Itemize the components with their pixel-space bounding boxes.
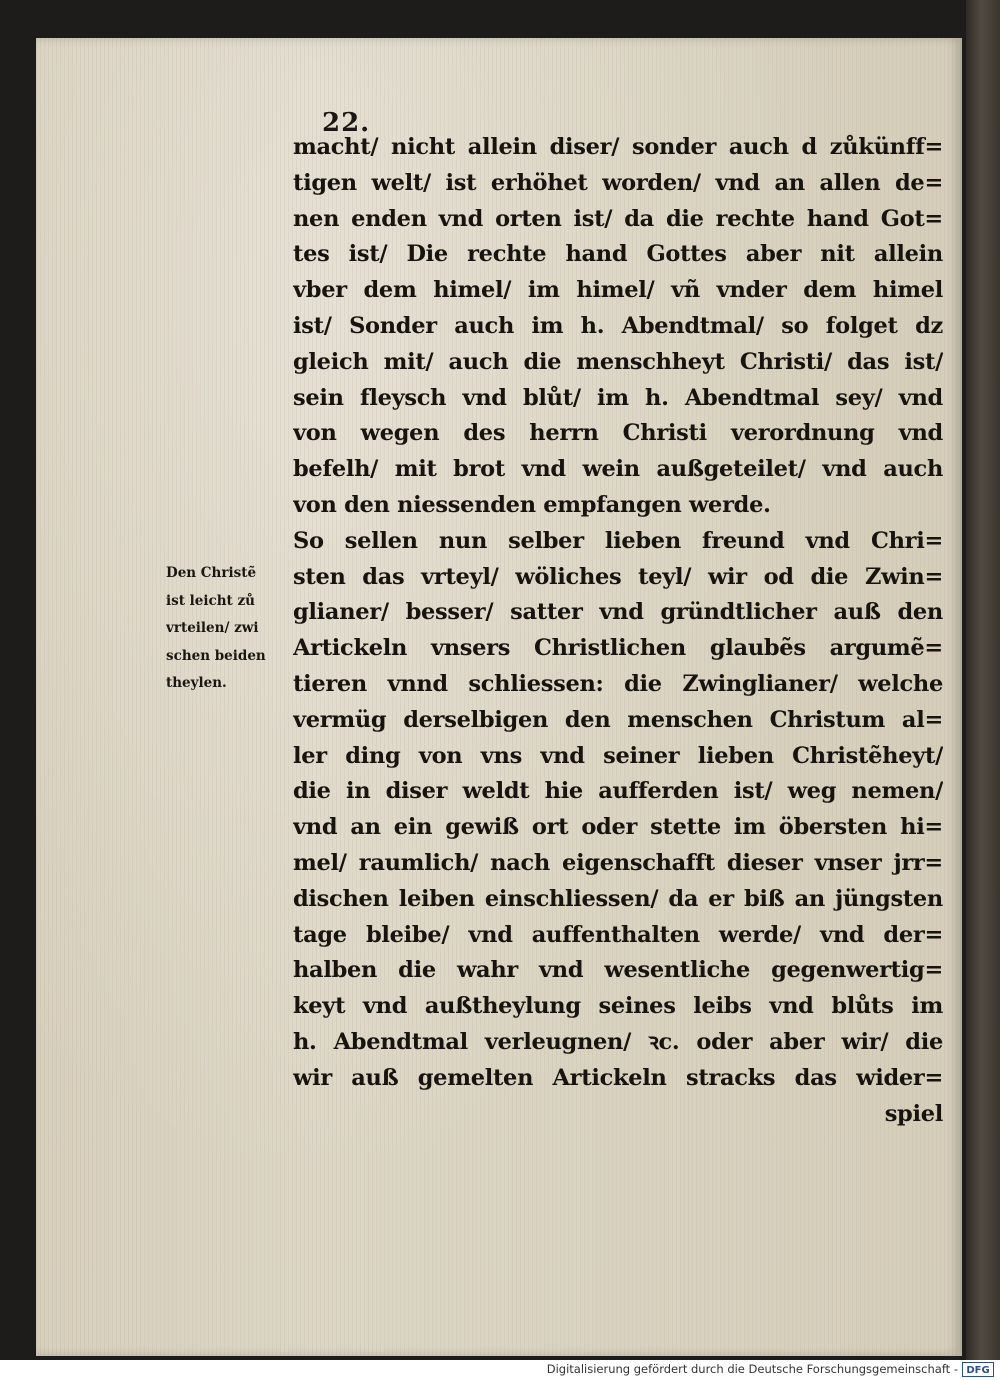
dfg-logo-icon[interactable]: DFG bbox=[962, 1362, 994, 1377]
page-number: 22. bbox=[322, 108, 371, 138]
text-line: tes ist/ Die rechte hand Gottes aber nit allein bbox=[293, 241, 943, 268]
text-line: tigen welt/ ist erhöhet worden/ vnd an allen de= bbox=[293, 169, 943, 196]
text-line: sein fleysch vnd blůt/ im h. Abendtmal sey/ vnd bbox=[293, 384, 943, 411]
book-board-edge bbox=[966, 0, 1000, 1360]
text-line: sten das vrteyl/ wöliches teyl/ wir od die Zwin= bbox=[293, 563, 943, 590]
text-line: tieren vnnd schliessen: die Zwinglianer/ welche bbox=[293, 670, 943, 697]
text-line: dischen leiben einschliessen/ da er biß an jüngsten bbox=[293, 885, 943, 912]
text-line: keyt vnd außtheylung seines leibs vnd blůts im bbox=[293, 993, 943, 1020]
marginal-note-line: theylen. bbox=[166, 675, 227, 691]
text-line: gleich mit/ auch die menschheyt Christi/ das ist/ bbox=[293, 348, 943, 375]
text-line: ist/ Sonder auch im h. Abendtmal/ so folget dz bbox=[293, 312, 943, 339]
text-line: macht/ nicht allein diser/ sonder auch d zůkünff= bbox=[293, 134, 943, 160]
marginal-note-line: Den Christẽ bbox=[166, 565, 257, 581]
text-line: halben die wahr vnd wesentliche gegenwertig= bbox=[293, 957, 943, 984]
text-line: So sellen nun selber lieben freund vnd Chri= bbox=[293, 527, 943, 554]
footer-bar bbox=[0, 1360, 1000, 1380]
marginal-note-line: vrteilen/ zwi bbox=[166, 620, 259, 636]
text-line: h. Abendtmal verleugnen/ ꝛc. oder aber wir/ die bbox=[293, 1028, 943, 1055]
text-line: mel/ raumlich/ nach eigenschafft dieser vnser jrr= bbox=[293, 849, 943, 876]
text-line: vnd an ein gewiß ort oder stette im öbersten hi= bbox=[293, 814, 943, 841]
text-line: die in diser weldt hie aufferden ist/ weg nemen/ bbox=[293, 778, 943, 805]
text-line: befelh/ mit brot vnd wein außgeteilet/ vnd auch bbox=[293, 456, 943, 483]
marginal-note bbox=[166, 560, 288, 698]
marginal-note-line: schen beiden bbox=[166, 647, 266, 664]
catchword: spiel bbox=[884, 1100, 943, 1127]
text-line: Artickeln vnsers Christlichen glaubẽs argumẽ= bbox=[293, 635, 943, 662]
text-line: wir auß gemelten Artickeln stracks das wider= bbox=[293, 1064, 943, 1091]
main-text-block bbox=[293, 130, 943, 1132]
text-line: nen enden vnd orten ist/ da die rechte hand Got= bbox=[293, 205, 943, 232]
text-line: vermüg derselbigen den menschen Christum al= bbox=[293, 706, 943, 733]
funding-credit: Digitalisierung gefördert durch die Deutsche Forschungsgemeinschaft - bbox=[546, 1362, 958, 1376]
text-line: vber dem himel/ im himel/ vñ vnder dem himel bbox=[293, 277, 943, 304]
text-line: von wegen des herrn Christi verordnung vnd bbox=[293, 420, 943, 447]
text-line: glianer/ besser/ satter vnd gründtlicher auß den bbox=[293, 599, 943, 626]
marginal-note-line: ist leicht zů bbox=[166, 592, 255, 609]
text-line: tage bleibe/ vnd auffenthalten werde/ vnd der= bbox=[293, 921, 943, 948]
text-line: ler ding von vns vnd seiner lieben Christẽheyt/ bbox=[293, 742, 943, 769]
text-line: von den niessenden empfangen werde. bbox=[293, 491, 771, 518]
